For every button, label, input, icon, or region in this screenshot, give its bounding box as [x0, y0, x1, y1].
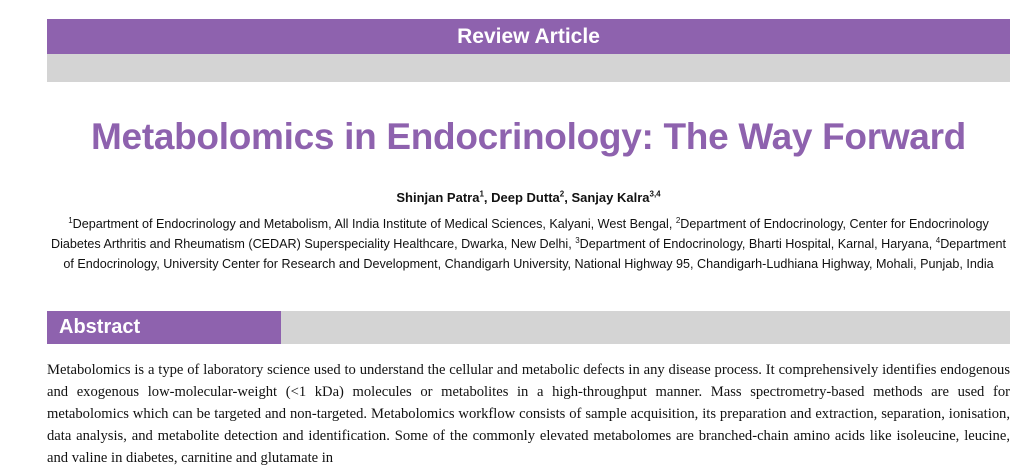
affiliation-text: Department of Endocrinology, Center for Endocrinology Diabetes Arthritis and Rheumatism (CEDAR) Superspeciality Healthcare, Dwarka, New Delhi, [50, 217, 989, 251]
author-name: Sanjay Kalra [571, 190, 650, 205]
affiliation-text: Department of Endocrinology and Metabolism, All India Institute of Medical Sciences, Kalyani, West Bengal, [72, 217, 676, 231]
author-name: Deep Dutta [491, 190, 560, 205]
affiliation-text: Department of Endocrinology, University Center for Research and Development, Chandigarh University, National Highway 95, Chandigarh-Ludhiana Highway, Mohali, Punjab, India [63, 237, 1007, 271]
author-separator: , [564, 190, 572, 205]
author-affil-marker: 1 [479, 189, 484, 199]
banner-gray-band [47, 54, 1010, 82]
article-type-label: Review Article [457, 25, 600, 48]
article-type-banner [47, 19, 1010, 54]
affiliations [47, 214, 1010, 274]
affil-marker: 3 [575, 235, 580, 245]
article-title: Metabolomics in Endocrinology: The Way Forward [91, 116, 966, 157]
author-separator: , [483, 190, 492, 205]
affiliation-text: Department of Endocrinology, Bharti Hospital, Karnal, Haryana, [579, 237, 936, 251]
author-affil-marker: 2 [559, 189, 565, 199]
abstract-heading: Abstract [47, 311, 281, 344]
affil-marker: 1 [68, 215, 73, 225]
author-affil-marker: 3,4 [649, 189, 661, 199]
affil-marker: 2 [675, 215, 681, 225]
abstract-header-bar [47, 311, 1010, 344]
author-name: Shinjan Patra [396, 190, 480, 205]
affil-marker: 4 [935, 235, 941, 245]
author-list [47, 190, 1010, 205]
abstract-body: Metabolomics is a type of laboratory science used to understand the cellular and metabolic defects in any disease process. It comprehensively identifies endogenous and exogenous low-molecular-weight (<1 kDa) molecules or metabolites in a high-throughput manner. Mass spectrometry-based methods are used for metabolomics which can be targeted and non-targeted. Metabolomics workflow consists of sample acquisition, its preparation and extraction, separation, ionisation, data analysis, and metabolite detection and identification. Some of the commonly elevated metabolomes are branched-chain amino acids like isoleucine, leucine, and valine in diabetes, carnitine and glutamate in [47, 362, 1010, 466]
